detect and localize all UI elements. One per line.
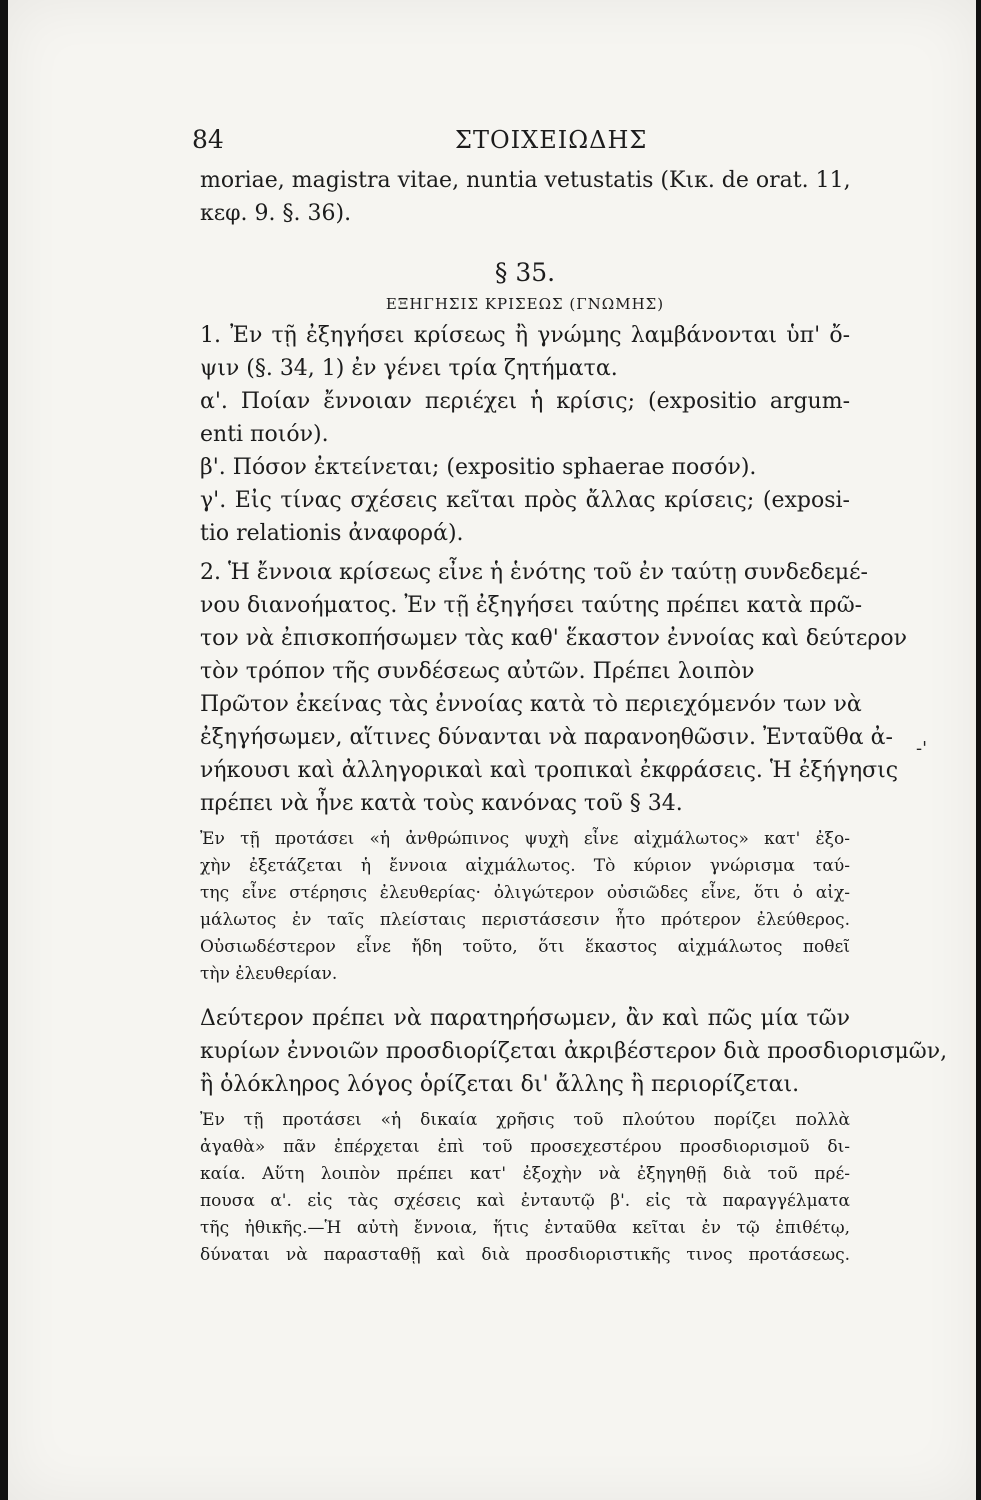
paragraph-2 xyxy=(200,556,907,820)
text-line: μάλωτος ἐν ταῖς πλείσταις περιστάσεσιν ἦτο πρότερον ἐλεύθερος. xyxy=(200,910,850,930)
text-line: κεφ. 9. §. 36). xyxy=(200,201,352,226)
text-line: α'. Ποίαν ἔννοιαν περιέχει ἡ κρίσις; (expositio argum- xyxy=(200,389,850,414)
margin-mark: -' xyxy=(916,738,928,759)
text-line: enti ποιόν). xyxy=(200,422,329,447)
paragraph-3 xyxy=(200,1002,948,1101)
text-line: Ἐν τῇ προτάσει «ἡ δικαία χρῆσις τοῦ πλούτου πορίζει πολλὰ xyxy=(200,1110,850,1130)
text-line: νήκουσι καὶ ἀλληγορικαὶ καὶ τροπικαὶ ἐκφράσεις. Ἡ ἐξήγησις xyxy=(200,758,899,783)
page-number: 84 xyxy=(192,125,224,154)
text-line: ψιν (§. 34, 1) ἐν γένει τρία ζητήματα. xyxy=(200,356,618,381)
continuation-text xyxy=(200,164,850,230)
text-block xyxy=(192,125,948,1277)
example-1 xyxy=(200,826,850,988)
text-line: κυρίων ἐννοιῶν προσδιορίζεται ἀκριβέστερον διὰ προσδιορισμῶν, xyxy=(200,1039,948,1064)
text-line: πουσα α'. εἰς τὰς σχέσεις καὶ ἐνταυτῷ β'. εἰς τὰ παραγγέλματα xyxy=(200,1191,850,1211)
text-line: τὸν τρόπον τῆς συνδέσεως αὐτῶν. Πρέπει λοιπὸν xyxy=(200,659,755,684)
text-line: καία. Αὕτη λοιπὸν πρέπει κατ' ἐξοχὴν νὰ ἐξηγηθῇ διὰ τοῦ πρέ- xyxy=(200,1164,850,1184)
text-line: Δεύτερον πρέπει νὰ παρατηρήσωμεν, ἂν καὶ πῶς μία τῶν xyxy=(200,1006,850,1031)
text-line: τὴν ἐλευθερίαν. xyxy=(200,964,338,984)
text-line: χὴν ἐξετάζεται ἡ ἔννοια αἰχμάλωτος. Τὸ κύριον γνώρισμα ταύ- xyxy=(200,856,850,876)
text-line: moriae, magistra vitae, nuntia vetustatis (Κικ. de orat. 11, xyxy=(200,168,851,193)
text-line: Ἐν τῇ προτάσει «ἡ ἀνθρώπινος ψυχὴ εἶνε αἰχμάλωτος» κατ' ἐξο- xyxy=(200,829,850,849)
text-line: ἢ ὁλόκληρος λόγος ὁρίζεται δι' ἄλλης ἢ περιορίζεται. xyxy=(200,1072,800,1097)
text-line: τον νὰ ἐπισκοπήσωμεν τὰς καθ' ἕκαστον ἐννοίας καὶ δεύτερον xyxy=(200,626,907,651)
running-title: ΣΤΟΙΧΕΙΩΔΗΣ xyxy=(455,126,648,154)
text-line: Πρῶτον ἐκείνας τὰς ἐννοίας κατὰ τὸ περιεχόμενόν των νὰ xyxy=(200,692,862,717)
text-line: ἐξηγήσωμεν, αἵτινες δύνανται νὰ παρανοηθῶσιν. Ἐνταῦθα ἀ- xyxy=(200,725,893,750)
section-title: ΕΞΗΓΗΣΙΣ ΚΡΙΣΕΩΣ (ΓΝΩΜΗΣ) xyxy=(385,295,665,313)
text-line: γ'. Εἰς τίνας σχέσεις κεῖται πρὸς ἄλλας κρίσεις; (exposi- xyxy=(200,488,850,513)
text-line: δύναται νὰ παρασταθῇ καὶ διὰ προσδιοριστικῆς τινος προτάσεως. xyxy=(200,1245,850,1265)
example-2 xyxy=(200,1107,850,1269)
text-line: 1. Ἐν τῇ ἐξηγήσει κρίσεως ἢ γνώμης λαμβάνονται ὑπ' ὄ- xyxy=(200,323,850,348)
text-line: β'. Πόσον ἐκτείνεται; (expositio sphaerae ποσόν). xyxy=(200,455,757,480)
section-number: § 35. xyxy=(494,258,556,287)
text-line: τῆς ἠθικῆς.—Ἡ αὐτὴ ἔννοια, ἥτις ἐνταῦθα κεῖται ἐν τῷ ἐπιθέτῳ, xyxy=(200,1218,850,1238)
text-line: νου διανοήματος. Ἐν τῇ ἐξηγήσει ταύτης πρέπει κατὰ πρῶ- xyxy=(200,593,863,618)
page-header xyxy=(192,125,850,154)
book-page xyxy=(8,0,976,1500)
paragraph-1 xyxy=(200,319,850,550)
text-line: tio relationis ἀναφορά). xyxy=(200,521,464,546)
text-line: 2. Ἡ ἔννοια κρίσεως εἶνε ἡ ἑνότης τοῦ ἐν ταύτῃ συνδεδεμέ- xyxy=(200,560,868,585)
text-line: Οὐσιωδέστερον εἶνε ἤδη τοῦτο, ὅτι ἕκαστος αἰχμάλωτος ποθεῖ xyxy=(200,937,850,957)
text-line: ἀγαθὰ» πᾶν ἐπέρχεται ἐπὶ τοῦ προσεχεστέρου προσδιορισμοῦ δι- xyxy=(200,1137,850,1157)
text-line: πρέπει νὰ ἦνε κατὰ τοὺς κανόνας τοῦ § 34. xyxy=(200,791,683,816)
text-line: της εἶνε στέρησις ἐλευθερίας· ὀλιγώτερον οὐσιῶδες εἶνε, ὅτι ὁ αἰχ- xyxy=(200,883,850,903)
